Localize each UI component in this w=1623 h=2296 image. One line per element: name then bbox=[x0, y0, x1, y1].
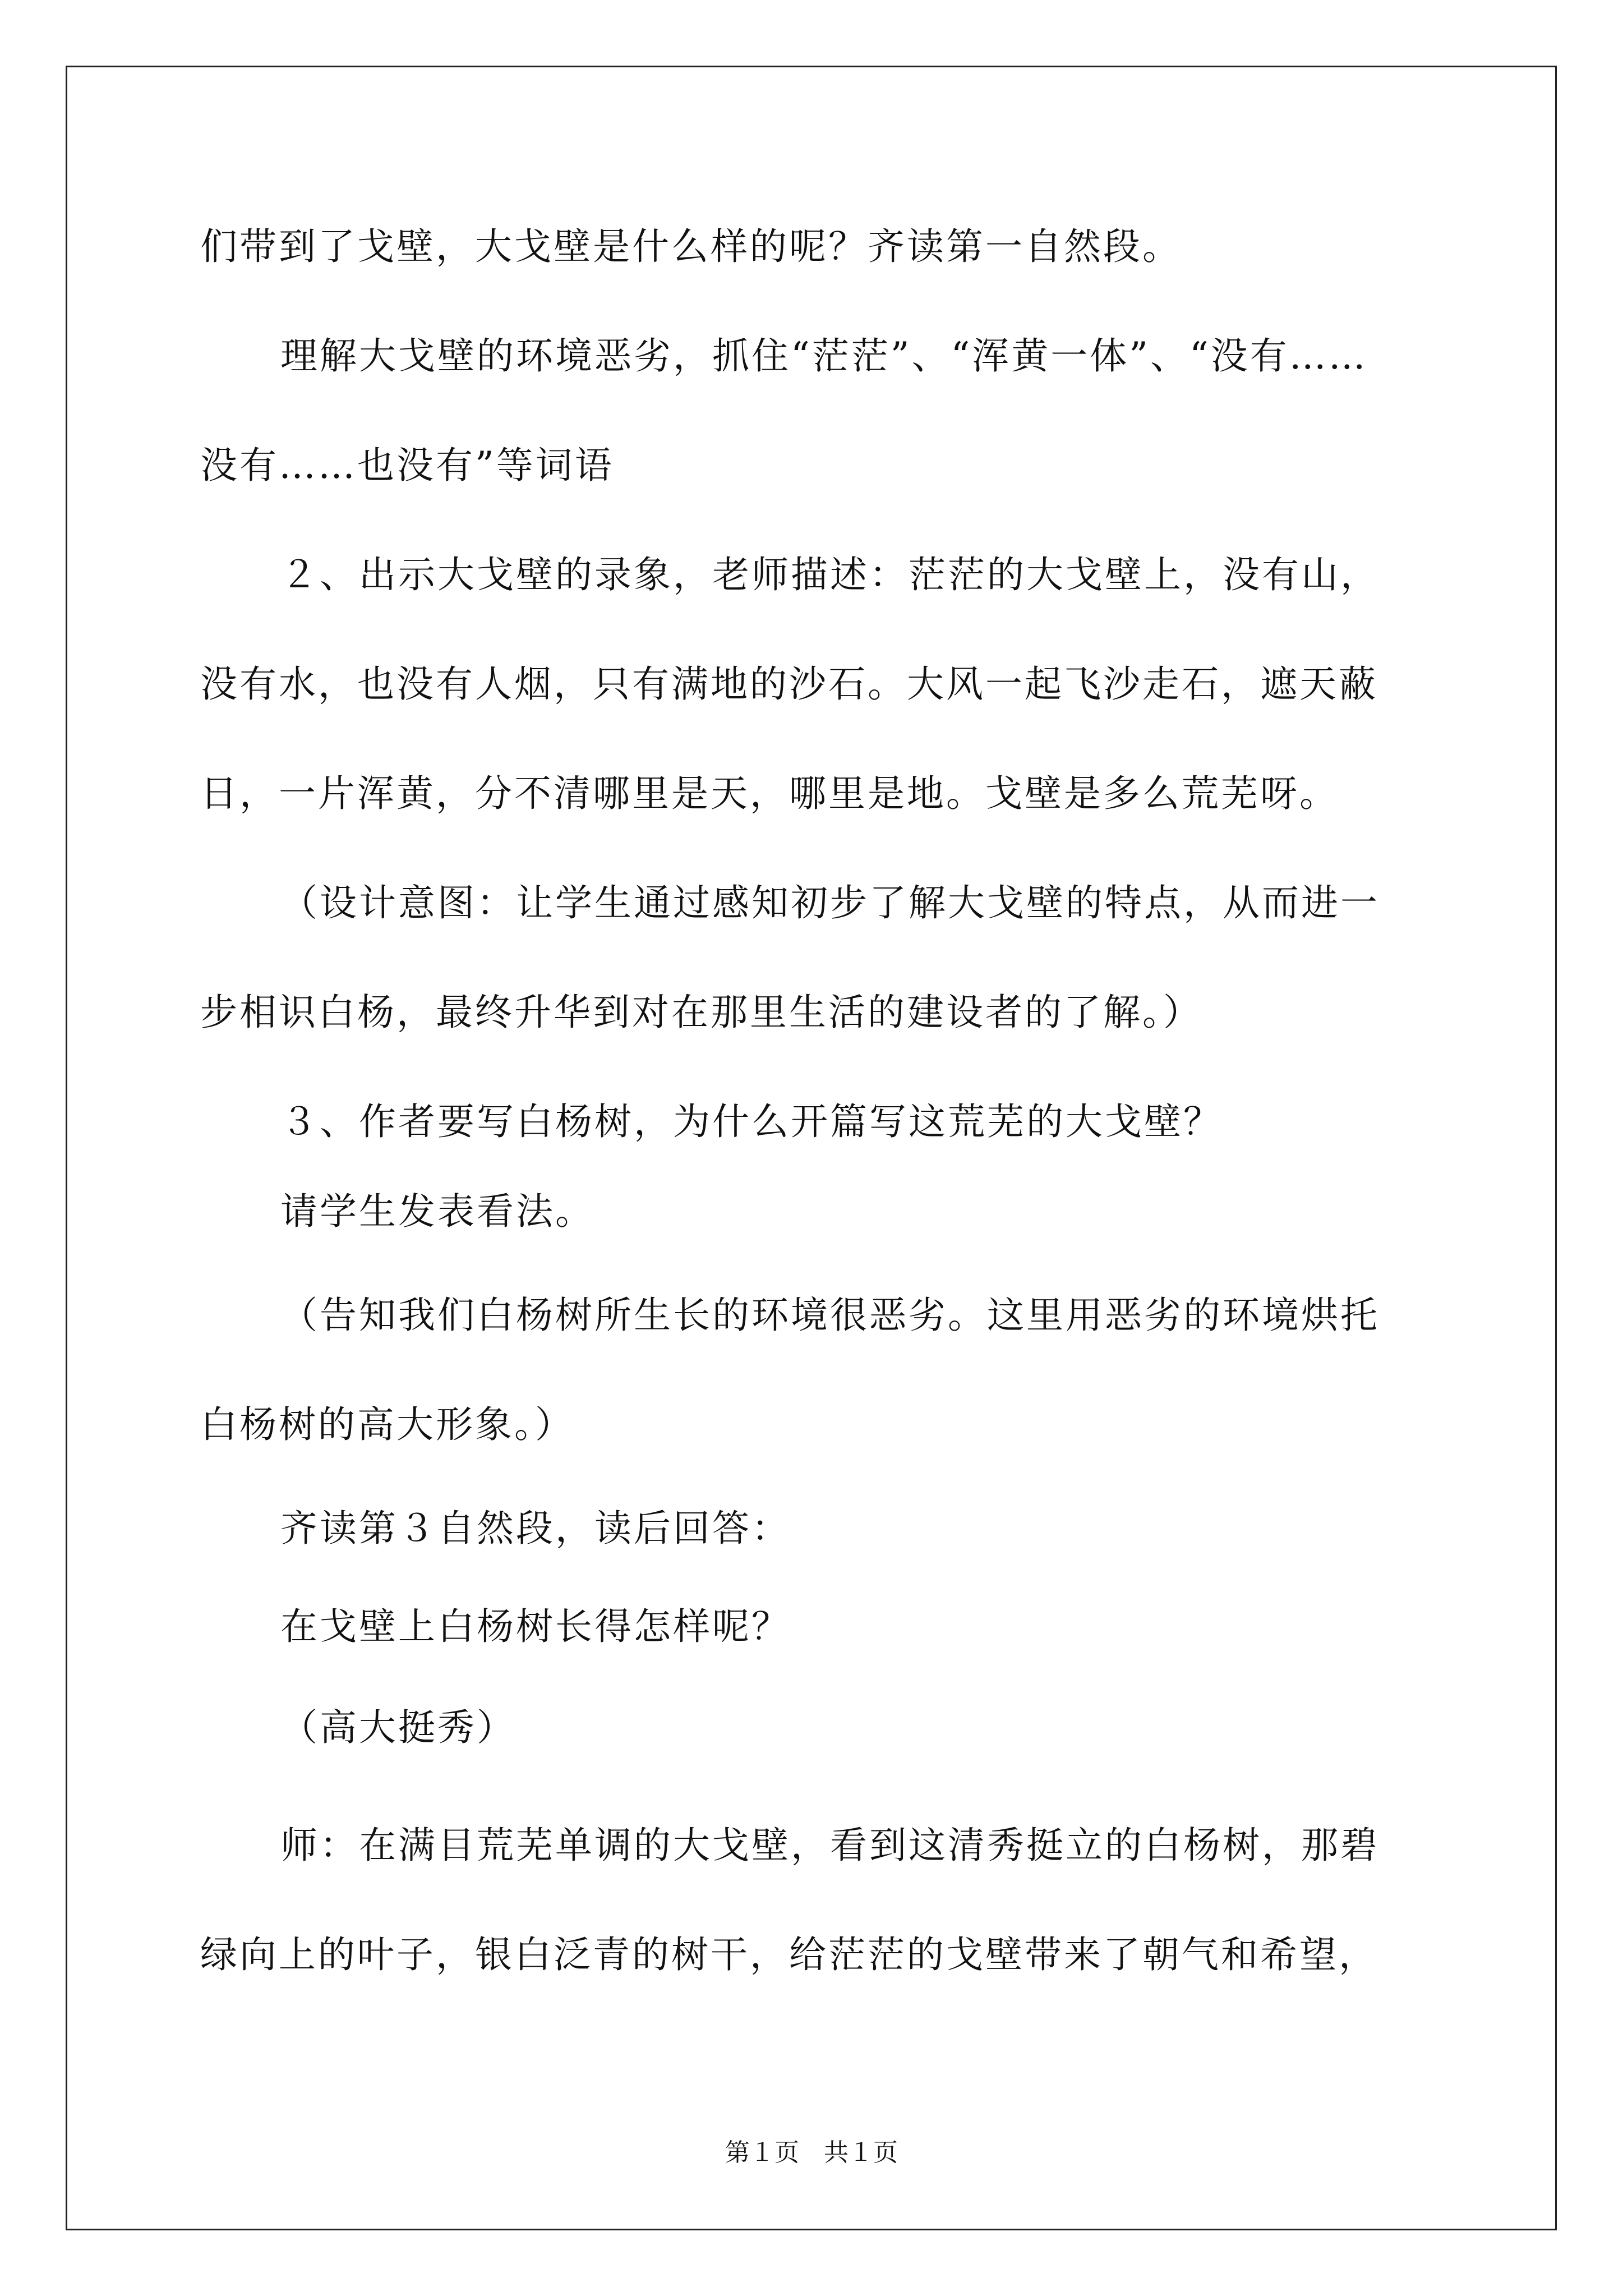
text-line: 步相识白杨，最终升华到对在那里生活的建设者的了解。） bbox=[200, 991, 1202, 1034]
page-footer: 第１页 共１页 bbox=[725, 2138, 898, 2167]
text-line: ３、作者要写白杨树，为什么开篇写这荒芜的大戈壁？ bbox=[280, 1100, 1223, 1143]
text-line: ２、出示大戈壁的录象，老师描述：茫茫的大戈壁上，没有山， bbox=[280, 553, 1380, 596]
text-line: 请学生发表看法。 bbox=[280, 1190, 594, 1233]
text-line: 没有水，也没有人烟，只有满地的沙石。大风一起飞沙走石，遮天蔽 bbox=[200, 662, 1378, 706]
text-line: 白杨树的高大形象。） bbox=[200, 1403, 574, 1446]
text-line: 绿向上的叶子，银白泛青的树干，给茫茫的戈壁带来了朝气和希望， bbox=[200, 1933, 1378, 1976]
text-line: 在戈壁上白杨树长得怎样呢？ bbox=[280, 1605, 791, 1648]
text-line: （高大挺秀） bbox=[280, 1706, 516, 1749]
text-line: 日，一片浑黄，分不清哪里是天，哪里是地。戈壁是多么荒芜呀。 bbox=[200, 772, 1339, 815]
text-line: 齐读第３自然段，读后回答： bbox=[280, 1507, 791, 1550]
text-line: （告知我们白杨树所生长的环境很恶劣。这里用恶劣的环境烘托 bbox=[280, 1294, 1380, 1337]
text-line: 没有……也没有”等词语 bbox=[200, 444, 614, 487]
text-line: （设计意图：让学生通过感知初步了解大戈壁的特点，从而进一 bbox=[280, 881, 1380, 924]
text-line: 师：在满目荒芜单调的大戈壁，看到这清秀挺立的白杨树，那碧 bbox=[280, 1824, 1380, 1867]
text-line: 们带到了戈壁，大戈壁是什么样的呢？齐读第一自然段。 bbox=[200, 225, 1182, 268]
text-line: 理解大戈壁的环境恶劣，抓住“茫茫”、“浑黄一体”、“没有…… bbox=[280, 334, 1368, 378]
page-border bbox=[66, 66, 1557, 2230]
